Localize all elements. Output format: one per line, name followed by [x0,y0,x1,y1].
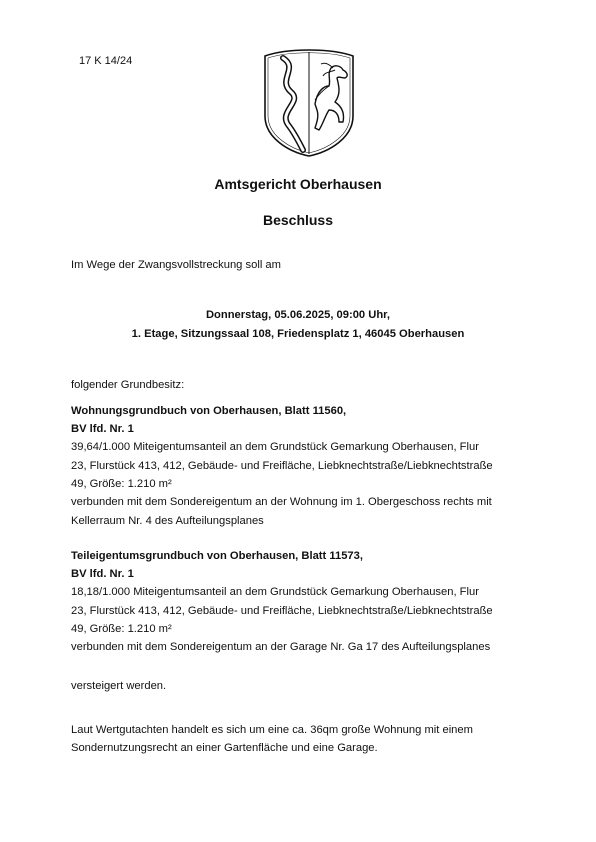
case-reference: 17 K 14/24 [79,55,133,67]
entry-item: BV lfd. Nr. 1 [71,423,134,435]
entry-item: BV lfd. Nr. 1 [71,568,134,580]
entry-line: verbunden mit dem Sondereigentum an der Wohnung im 1. Obergeschoss rechts mit [71,496,492,508]
appointment-datetime: Donnerstag, 05.06.2025, 09:00 Uhr, [205,309,391,321]
entry-line: 23, Flurstück 413, 412, Gebäude- und Freifläche, Liebknechtstraße/Liebknechtstraße [71,605,493,617]
appraisal-line: Sondernutzungsrecht an einer Gartenfläche und eine Garage. [71,742,378,754]
entry-line: 49, Größe: 1.210 m² [71,478,172,490]
entry-line: 18,18/1.000 Miteigentumsanteil an dem Grundstück Gemarkung Oberhausen, Flur [71,586,479,598]
property-intro: folgender Grundbesitz: [71,379,185,391]
entry-line: 49, Größe: 1.210 m² [71,623,172,635]
entry-line: Kellerraum Nr. 4 des Aufteilungsplanes [71,515,264,527]
entry-register: Wohnungsgrundbuch von Oberhausen, Blatt 11560, [71,405,347,417]
court-name: Amtsgericht Oberhausen [214,176,382,192]
entry-line: 23, Flurstück 413, 412, Gebäude- und Freifläche, Liebknechtstraße/Liebknechtstraße [71,460,493,472]
document-type: Beschluss [262,212,334,228]
intro-text: Im Wege der Zwangsvollstreckung soll am [71,259,281,271]
appraisal-line: Laut Wertgutachten handelt es sich um eine ca. 36qm große Wohnung mit einem [71,724,473,736]
coat-of-arms-icon [259,46,359,158]
entry-line: 39,64/1.000 Miteigentumsanteil an dem Grundstück Gemarkung Oberhausen, Flur [71,441,479,453]
appointment-location: 1. Etage, Sitzungssaal 108, Friedensplatz 1, 46045 Oberhausen [131,328,465,340]
closing-text: versteigert werden. [71,680,167,692]
entry-line: verbunden mit dem Sondereigentum an der Garage Nr. Ga 17 des Aufteilungsplanes [71,641,491,653]
entry-register: Teileigentumsgrundbuch von Oberhausen, Blatt 11573, [71,550,363,562]
